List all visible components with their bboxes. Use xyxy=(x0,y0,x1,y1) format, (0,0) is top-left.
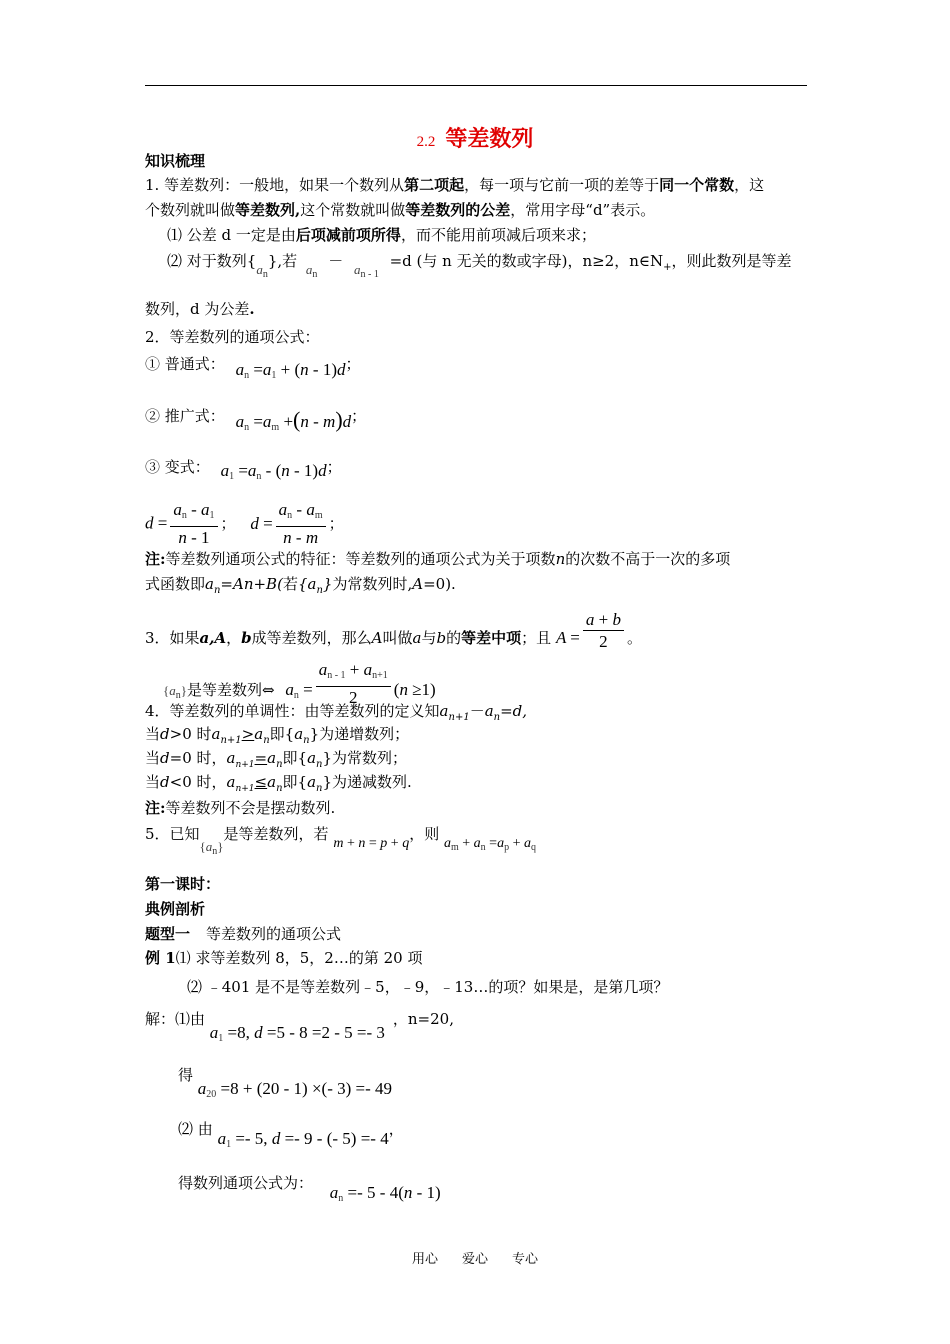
note-line-1: ⑴ 公差 d 一定是由后项减前项所得，而不能用前项减后项来求； xyxy=(167,226,596,244)
formula-common-difference: d = $\frac{a_n - a_1}{n - 1}$ ； d = $\frac{a_n - a_m}{n - m}$ ； xyxy=(145,500,344,547)
monotonicity-constant: 当d=0 时，$a_{n+1}=a_n$即$\{a_n\}$为常数列； xyxy=(145,749,408,770)
page-title: 2.2 等差数列 xyxy=(416,127,534,152)
formula-general: ① 普通式： $a_n =a_1 + (n - 1)d$； xyxy=(145,355,361,381)
solution-step-2: 得 $a_{20} =8 + (20 - 1)$ ×(- 3) =- 49 xyxy=(178,1066,393,1100)
monotonicity-decreasing: 当d<0 时，$a_{n+1}\le a_n$即$\{a_n\}$为递减数列. xyxy=(145,773,412,794)
note-line-2-cont: 数列，d 为公差. xyxy=(145,300,255,318)
header-rule xyxy=(145,85,807,86)
arithmetic-sequence-criterion: $\{a_n\}$是等差数列⇔ $a_n$ = $\frac{a_{n - 1} + a_{n+1}}{2}$ (n ≥1) xyxy=(163,660,436,707)
definition-line-1: 1. 等差数列：一般地，如果一个数列从第二项起，每一项与它前一项的差等于同一个常数，这 xyxy=(145,176,765,194)
analysis-heading: 典例剖析 xyxy=(145,900,206,918)
page-footer: 用心 爱心 专心 xyxy=(411,1252,539,1267)
property-line: 5．已知$\{a_n\}$是等差数列，若 m + n = p + q，则 $a_m + a_n =a_p + a_q$ xyxy=(145,825,536,857)
section-heading: 知识梳理 xyxy=(145,152,206,170)
definition-line-2: 个数列就叫做等差数列,这个常数就叫做等差数列的公差，常用字母“d”表示。 xyxy=(145,201,656,219)
problem-type-heading: 题型一 等差数列的通项公式 xyxy=(145,925,342,943)
formula-extended: ② 推广式： $a_n =a_m +(n - m)d$； xyxy=(145,407,367,433)
monotonicity-increasing: 当d>0 时$a_{n+1}>a_n$即$\{a_n\}$为递增数列； xyxy=(145,725,410,746)
solution-step-3: ⑵ 由 $a_1 =- 5$, d =- 9 - (- 5) =- 4， xyxy=(178,1120,404,1150)
example-1-part-2: ⑵ ﹣401 是不是等差数列﹣5，﹣9，﹣13…的项？如果是，是第几项？ xyxy=(187,978,669,996)
note-feature-line-1: 注:等差数列通项公式的特征：等差数列的通项公式为关于项数n的次数不高于一次的多项 xyxy=(145,550,731,568)
example-1-part-1: 例 1⑴ 求等差数列 8，5，2…的第 20 项 xyxy=(145,949,423,967)
lesson-heading: 第一课时： xyxy=(145,875,221,893)
note-line-2: ⑵ 对于数列$\{a_n\}$,若 $a_n - a_{n - 1} =d$ (与 n 无关的数或字母)，n≥2，$n\in N_+$，则此数列是等差 xyxy=(167,252,792,280)
general-formula-heading: 2．等差数列的通项公式： xyxy=(145,328,320,346)
note-no-oscillation: 注:等差数列不会是摆动数列. xyxy=(145,799,336,817)
note-feature-line-2: 式函数即$a_n=An+B$(若$\{a_n\}$为常数列时,A=0). xyxy=(145,575,456,596)
arithmetic-mean-line: 3．如果a,A，b成等差数列，那么A叫做a与b的等差中项；且 A = $\frac{a + b}{2}$ 。 xyxy=(145,610,642,651)
solution-step-1: 解：⑴由 $a_1 =8$, d =5 - 8 =2 - 5 =- 3，n=20, xyxy=(145,1010,454,1044)
formula-variant: ③ 变式： $a_1 =a_n - (n - 1)d$； xyxy=(145,458,342,482)
monotonicity-heading: 4．等差数列的单调性：由等差数列的定义知$a_{n+1}-a_n=d$, xyxy=(145,702,528,723)
solution-step-4: 得数列通项公式为： $a_n =- 5 - 4(n - 1)$ xyxy=(178,1174,441,1204)
